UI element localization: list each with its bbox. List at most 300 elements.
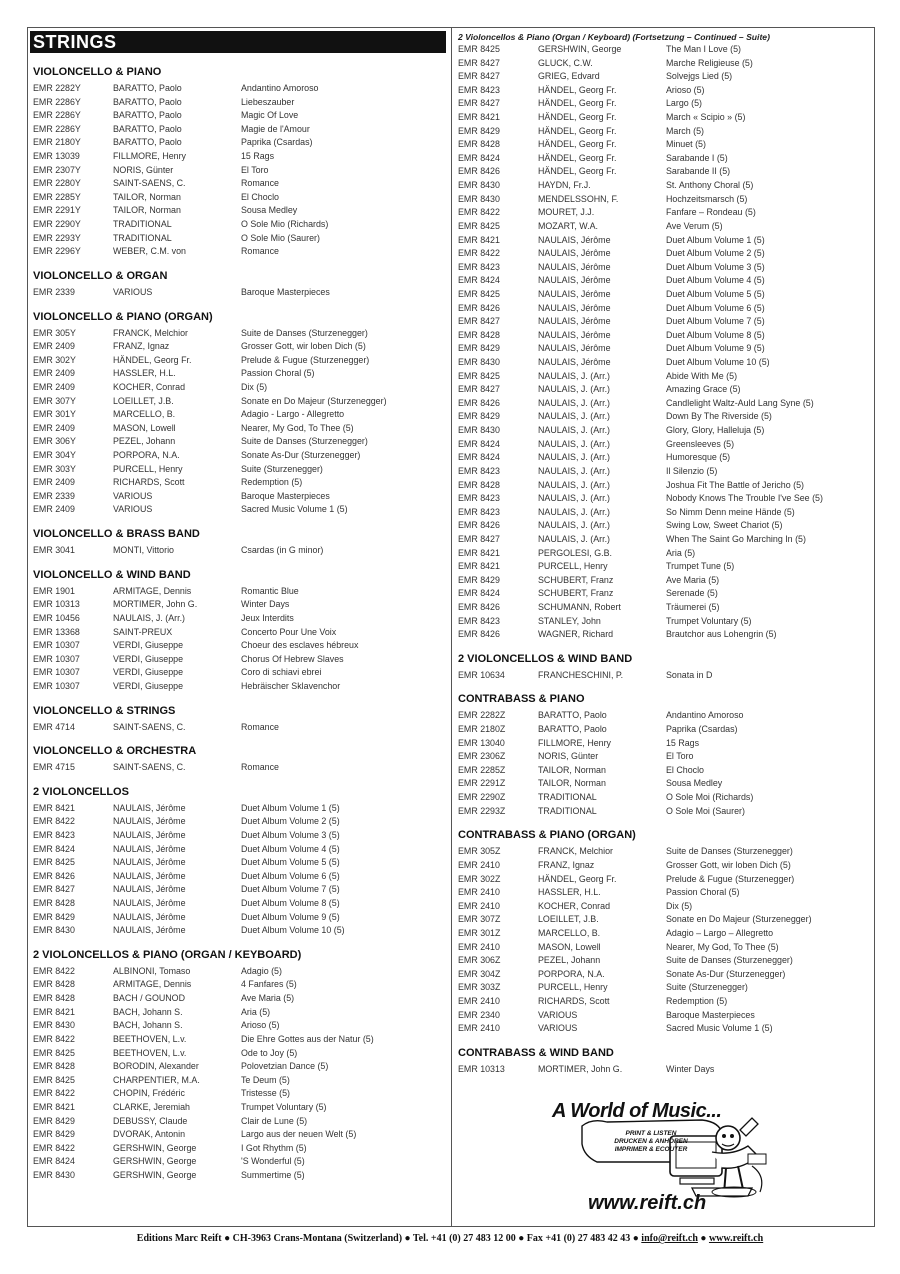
catalog-number: EMR 2409 [33, 368, 75, 379]
catalog-number: EMR 8421 [33, 802, 75, 813]
catalog-entry [33, 924, 443, 938]
catalog-entry [458, 669, 870, 683]
composer: NAULAIS, Jérôme [113, 898, 186, 909]
section-title: 2 VIOLONCELLOS & WIND BAND [458, 652, 633, 665]
composer: WAGNER, Richard [538, 629, 614, 640]
work-title: Duet Album Volume 6 (5) [666, 302, 765, 313]
catalog-entry [458, 777, 870, 791]
catalog-number: EMR 2286Y [33, 123, 81, 134]
catalog-number: EMR 8427 [458, 316, 500, 327]
catalog-entry [33, 463, 443, 477]
work-title: Duet Album Volume 5 (5) [241, 857, 340, 868]
composer: BACH, Johann S. [113, 1020, 183, 1031]
catalog-section [33, 744, 443, 775]
composer: BARATTO, Paolo [113, 137, 182, 148]
catalog-number: EMR 8422 [458, 248, 500, 259]
catalog-entry [458, 615, 870, 629]
composer: NAULAIS, Jérôme [113, 870, 186, 881]
catalog-section [458, 692, 870, 818]
work-title: Dix (5) [666, 900, 693, 911]
composer: ARMITAGE, Dennis [113, 979, 192, 990]
work-title: Duet Album Volume 3 (5) [241, 829, 340, 840]
right-column [458, 31, 870, 1076]
footer-email-link[interactable]: info@reift.ch [641, 1233, 698, 1244]
composer: MORTIMER, John G. [538, 1063, 623, 1074]
catalog-section [33, 568, 443, 694]
composer: TRADITIONAL [538, 805, 597, 816]
catalog-section [458, 652, 870, 683]
catalog-number: EMR 303Z [458, 982, 501, 993]
composer: TAILOR, Norman [538, 764, 606, 775]
work-title: 'S Wonderful (5) [241, 1156, 305, 1167]
work-title: Romance [241, 762, 279, 773]
work-title: Sonate en Do Majeur (Sturzenegger) [241, 395, 387, 406]
catalog-number: EMR 8427 [458, 57, 500, 68]
catalog-entry [458, 97, 870, 111]
work-title: Hochzeitsmarsch (5) [666, 193, 748, 204]
catalog-number: EMR 8421 [33, 1006, 75, 1017]
work-title: Duet Album Volume 7 (5) [666, 316, 765, 327]
catalog-entry [33, 1169, 443, 1183]
catalog-number: EMR 8421 [458, 112, 500, 123]
work-title: March (5) [666, 125, 704, 136]
catalog-number: EMR 8425 [458, 370, 500, 381]
catalog-number: EMR 8426 [33, 870, 75, 881]
catalog-entry [458, 315, 870, 329]
composer: PORPORA, N.A. [113, 450, 180, 461]
catalog-entry [33, 1128, 443, 1142]
composer: NAULAIS, Jérôme [538, 357, 611, 368]
work-title: Ave Maria (5) [666, 574, 720, 585]
composer: HÄNDEL, Georg Fr. [538, 166, 617, 177]
composer: HÄNDEL, Georg Fr. [538, 84, 617, 95]
work-title: Duet Album Volume 3 (5) [666, 261, 765, 272]
footer [0, 1233, 900, 1244]
work-title: Largo (5) [666, 98, 703, 109]
work-title: Suite de Danses (Sturzenegger) [666, 955, 793, 966]
catalog-entry [33, 123, 443, 137]
section-title: CONTRABASS & PIANO [458, 693, 585, 706]
catalog-number: EMR 8430 [458, 425, 500, 436]
catalog-entry [33, 965, 443, 979]
logo-title: A World of Music... [552, 1100, 722, 1122]
catalog-entry [458, 968, 870, 982]
work-title: So Nimm Denn meine Hände (5) [666, 506, 795, 517]
catalog-entry [33, 1115, 443, 1129]
work-title: Magie de l'Amour [241, 123, 310, 134]
work-title: Duet Album Volume 2 (5) [666, 248, 765, 259]
composer: GERSHWIN, George [113, 1156, 197, 1167]
catalog-number: EMR 2339 [33, 286, 75, 297]
work-title: Prelude & Fugue (Sturzenegger) [666, 873, 795, 884]
catalog-entry [458, 750, 870, 764]
catalog-number: EMR 2293Z [458, 805, 506, 816]
catalog-number: EMR 8429 [458, 411, 500, 422]
composer: MARCELLO, B. [113, 409, 176, 420]
catalog-number: EMR 2285Z [458, 764, 506, 775]
work-title: Baroque Masterpieces [241, 286, 330, 297]
work-title: Adagio – Largo – Allegretto [666, 927, 774, 938]
composer: NAULAIS, J. (Arr.) [113, 612, 185, 623]
work-title: Die Ehre Gottes aus der Natur (5) [241, 1033, 374, 1044]
catalog-number: EMR 8426 [458, 302, 500, 313]
composer: FRANCHESCHINI, P. [538, 669, 624, 680]
composer: HASSLER, H.L. [113, 368, 176, 379]
catalog-number: EMR 8423 [33, 829, 75, 840]
catalog-entry [33, 381, 443, 395]
catalog-number: EMR 8423 [458, 465, 500, 476]
composer: MORTIMER, John G. [113, 599, 198, 610]
catalog-entry [33, 856, 443, 870]
catalog-entry [458, 886, 870, 900]
catalog-entry [458, 302, 870, 316]
catalog-number: EMR 2286Y [33, 110, 81, 121]
catalog-entry [33, 286, 443, 300]
composer: SAINT-PREUX [113, 626, 173, 637]
composer: VARIOUS [538, 1023, 578, 1034]
catalog-entry [33, 327, 443, 341]
work-title: El Toro [241, 164, 269, 175]
work-title: Liebeszauber [241, 96, 295, 107]
catalog-entry [33, 367, 443, 381]
catalog-entry [33, 435, 443, 449]
catalog-entry [458, 288, 870, 302]
composer: FRANZ, Ignaz [538, 859, 595, 870]
composer: HÄNDEL, Georg Fr. [113, 354, 192, 365]
catalog-entry [33, 1142, 443, 1156]
composer: ALBINONI, Tomaso [113, 965, 191, 976]
column-divider [451, 27, 452, 1226]
composer: NAULAIS, Jérôme [113, 816, 186, 827]
catalog-section [33, 785, 443, 938]
catalog-number: EMR 4715 [33, 762, 75, 773]
catalog-number: EMR 2280Y [33, 178, 81, 189]
composer: MARCELLO, B. [538, 927, 601, 938]
catalog-entry [33, 1006, 443, 1020]
catalog-entry [458, 165, 870, 179]
composer: BEETHOVEN, L.v. [113, 1047, 187, 1058]
work-title: Sacred Music Volume 1 (5) [666, 1023, 773, 1034]
catalog-entry [458, 560, 870, 574]
catalog-entry [458, 628, 870, 642]
composer: NAULAIS, J. (Arr.) [538, 384, 610, 395]
catalog-section [458, 828, 870, 1036]
strings-banner: STRINGS [30, 31, 446, 53]
work-title: Duet Album Volume 9 (5) [666, 343, 765, 354]
catalog-number: EMR 302Z [458, 873, 501, 884]
catalog-entry [458, 805, 870, 819]
work-title: Redemption (5) [241, 477, 303, 488]
catalog-number: EMR 8422 [33, 1033, 75, 1044]
work-title: Sarabande I (5) [666, 152, 728, 163]
work-title: Passion Choral (5) [666, 887, 740, 898]
work-title: Amazing Grace (5) [666, 384, 741, 395]
catalog-entry [33, 476, 443, 490]
catalog-entry [458, 723, 870, 737]
catalog-entry [458, 329, 870, 343]
work-title: Paprika (Csardas) [241, 137, 313, 148]
catalog-number: EMR 4714 [33, 721, 75, 732]
work-title: Humoresque (5) [666, 452, 731, 463]
catalog-number: EMR 8421 [458, 234, 500, 245]
left-catalog-list [33, 65, 443, 1183]
catalog-entry [458, 234, 870, 248]
composer: NAULAIS, Jérôme [538, 234, 611, 245]
catalog-entry [33, 721, 443, 735]
catalog-number: EMR 8427 [458, 384, 500, 395]
work-title: Solvejgs Lied (5) [666, 71, 733, 82]
work-title: Minuet (5) [666, 139, 706, 150]
work-title: Duet Album Volume 10 (5) [666, 357, 770, 368]
work-title: Candlelight Waltz-Auld Lang Syne (5) [666, 397, 814, 408]
catalog-number: EMR 2306Z [458, 751, 506, 762]
composer: LOEILLET, J.B. [113, 395, 174, 406]
catalog-section [458, 43, 870, 642]
composer: NAULAIS, J. (Arr.) [538, 533, 610, 544]
work-title: Summertime (5) [241, 1170, 305, 1180]
work-title: Arioso (5) [666, 84, 705, 95]
composer: MASON, Lowell [538, 941, 601, 952]
catalog-entry [33, 150, 443, 164]
composer: NAULAIS, J. (Arr.) [538, 425, 610, 436]
composer: RICHARDS, Scott [538, 996, 610, 1006]
catalog-entry [458, 954, 870, 968]
catalog-entry [458, 533, 870, 547]
composer: BACH, Johann S. [113, 1006, 183, 1017]
work-title: Duet Album Volume 1 (5) [241, 802, 340, 813]
catalog-entry [458, 410, 870, 424]
catalog-number: EMR 10313 [33, 599, 80, 610]
work-title: Paprika (Csardas) [666, 724, 738, 735]
composer: FILLMORE, Henry [113, 151, 186, 162]
catalog-entry [33, 422, 443, 436]
catalog-number: EMR 306Y [33, 436, 76, 447]
work-title: 15 Rags [241, 151, 275, 162]
work-title: Il Silenzio (5) [666, 465, 718, 476]
catalog-number: EMR 8422 [33, 1088, 75, 1099]
section-title: VIOLONCELLO & STRINGS [33, 704, 176, 717]
work-title: Concerto Pour Une Voix [241, 626, 337, 637]
catalog-entry [458, 152, 870, 166]
composer: BEETHOVEN, L.v. [113, 1033, 187, 1044]
work-title: Duet Album Volume 6 (5) [241, 870, 340, 881]
composer: LOEILLET, J.B. [538, 914, 599, 925]
work-title: Sousa Medley [666, 778, 723, 789]
work-title: Trumpet Tune (5) [666, 561, 735, 572]
catalog-entry [458, 70, 870, 84]
composer: SCHUBERT, Franz [538, 574, 614, 585]
catalog-number: EMR 2410 [458, 941, 500, 952]
work-title: Winter Days [241, 599, 290, 610]
catalog-number: EMR 8421 [458, 547, 500, 558]
catalog-entry [33, 1074, 443, 1088]
composer: KOCHER, Conrad [538, 900, 611, 911]
work-title: Nobody Knows The Trouble I've See (5) [666, 493, 823, 504]
catalog-number: EMR 8422 [33, 1142, 75, 1153]
catalog-entry [458, 84, 870, 98]
work-title: Csardas (in G minor) [241, 545, 324, 556]
composer: CHARPENTIER, M.A. [113, 1074, 200, 1085]
composer: TRADITIONAL [113, 219, 172, 230]
catalog-entry [33, 164, 443, 178]
work-title: Aria (5) [666, 547, 696, 558]
catalog-number: EMR 2293Y [33, 232, 81, 243]
work-title: Marche Religieuse (5) [666, 57, 753, 68]
catalog-number: EMR 10456 [33, 612, 80, 623]
composer: DVORAK, Antonin [113, 1129, 186, 1140]
work-title: Suite de Danses (Sturzenegger) [241, 436, 368, 447]
catalog-entry [458, 859, 870, 873]
catalog-entry [458, 370, 870, 384]
logo-url[interactable]: www.reift.ch [588, 1192, 707, 1214]
catalog-number: EMR 2291Y [33, 205, 81, 216]
catalog-entry [33, 490, 443, 504]
work-title: Serenade (5) [666, 588, 718, 599]
work-title: Joshua Fit The Battle of Jericho (5) [666, 479, 804, 490]
catalog-entry [33, 843, 443, 857]
catalog-number: EMR 2286Y [33, 96, 81, 107]
composer: BARATTO, Paolo [113, 96, 182, 107]
catalog-number: EMR 2180Y [33, 137, 81, 148]
composer: CLARKE, Jeremiah [113, 1101, 190, 1112]
composer: STANLEY, John [538, 615, 601, 626]
catalog-entry [458, 587, 870, 601]
catalog-number: EMR 8423 [458, 493, 500, 504]
composer: VARIOUS [538, 1009, 578, 1020]
composer: TRADITIONAL [538, 792, 597, 803]
work-title: Redemption (5) [666, 996, 728, 1006]
catalog-entry [33, 897, 443, 911]
catalog-number: EMR 2409 [33, 381, 75, 392]
composer: HÄNDEL, Georg Fr. [538, 98, 617, 109]
work-title: Te Deum (5) [241, 1074, 290, 1085]
catalog-entry [33, 408, 443, 422]
catalog-number: EMR 8426 [458, 601, 500, 612]
composer: VARIOUS [113, 490, 153, 501]
work-title: Nearer, My God, To Thee (5) [241, 422, 354, 433]
work-title: Grosser Gott, wir loben Dich (5) [241, 341, 366, 352]
work-title: Sacred Music Volume 1 (5) [241, 504, 348, 515]
right-catalog-list [458, 43, 870, 1076]
catalog-entry [458, 981, 870, 995]
catalog-number: EMR 8427 [33, 884, 75, 895]
catalog-entry [33, 639, 443, 653]
composer: NAULAIS, J. (Arr.) [538, 493, 610, 504]
reift-logo [552, 1096, 782, 1220]
work-title: Romance [241, 178, 279, 189]
catalog-number: EMR 10634 [458, 669, 505, 680]
work-title: Duet Album Volume 7 (5) [241, 884, 340, 895]
composer: GRIEG, Edvard [538, 71, 600, 82]
footer-contact: Editions Marc Reift ● CH-3963 Crans-Montana (Switzerland) ● Tel. +41 (0) 27 483 12 00 ● Fax +41 (0) 27 483 42 43 ● [136, 1233, 642, 1244]
catalog-entry [458, 397, 870, 411]
catalog-number: EMR 8425 [458, 288, 500, 299]
catalog-entry [33, 911, 443, 925]
work-title: Abide With Me (5) [666, 370, 738, 381]
composer: VERDI, Giuseppe [113, 653, 184, 664]
catalog-entry [33, 354, 443, 368]
catalog-number: EMR 8423 [458, 261, 500, 272]
work-title: Ode to Joy (5) [241, 1047, 298, 1058]
catalog-number: EMR 8430 [33, 1170, 75, 1180]
catalog-entry [458, 764, 870, 778]
composer: BORODIN, Alexander [113, 1061, 199, 1072]
catalog-number: EMR 8425 [458, 44, 500, 54]
catalog-entry [33, 598, 443, 612]
catalog-number: EMR 305Z [458, 846, 501, 857]
work-title: St. Anthony Choral (5) [666, 180, 754, 191]
catalog-entry [458, 492, 870, 506]
composer: NAULAIS, Jérôme [113, 829, 186, 840]
composer: VARIOUS [113, 286, 153, 297]
work-title: Winter Days [666, 1063, 715, 1074]
catalog-number: EMR 8428 [33, 1061, 75, 1072]
catalog-number: EMR 8427 [458, 533, 500, 544]
composer: GLUCK, C.W. [538, 57, 593, 68]
work-title: Suite (Sturzenegger) [241, 463, 323, 474]
catalog-section [33, 948, 443, 1183]
work-title: Passion Choral (5) [241, 368, 315, 379]
section-title: VIOLONCELLO & PIANO [33, 66, 162, 78]
composer: CHOPIN, Frédéric [113, 1088, 185, 1099]
catalog-entry [33, 978, 443, 992]
work-title: Brautchor aus Lohengrin (5) [666, 629, 777, 640]
catalog-number: EMR 8428 [458, 139, 500, 150]
catalog-entry [458, 791, 870, 805]
catalog-number: EMR 8421 [33, 1101, 75, 1112]
catalog-number: EMR 8427 [458, 71, 500, 82]
catalog-entry [458, 506, 870, 520]
work-title: Duet Album Volume 2 (5) [241, 816, 340, 827]
work-title: Sousa Medley [241, 205, 298, 216]
catalog-number: EMR 8422 [458, 207, 500, 218]
catalog-number: EMR 8422 [33, 965, 75, 976]
composer: VERDI, Giuseppe [113, 640, 184, 651]
catalog-entry [458, 356, 870, 370]
catalog-number: EMR 307Y [33, 395, 76, 406]
composer: GERSHWIN, George [538, 44, 622, 54]
work-title: Romance [241, 246, 279, 257]
work-title: O Sole Mio (Richards) [241, 219, 329, 230]
composer: PURCELL, Henry [113, 463, 183, 474]
catalog-entry [458, 574, 870, 588]
work-title: Duet Album Volume 8 (5) [666, 329, 765, 340]
composer: HÄNDEL, Georg Fr. [538, 152, 617, 163]
catalog-entry [458, 927, 870, 941]
catalog-number: EMR 8430 [458, 357, 500, 368]
work-title: Prelude & Fugue (Sturzenegger) [241, 354, 370, 365]
catalog-section [458, 1046, 870, 1077]
catalog-number: EMR 2410 [458, 900, 500, 911]
composer: SCHUMANN, Robert [538, 601, 621, 612]
composer: BARATTO, Paolo [113, 123, 182, 134]
catalog-number: EMR 8423 [458, 84, 500, 95]
work-title: Arioso (5) [241, 1020, 280, 1031]
catalog-number: EMR 2409 [33, 477, 75, 488]
footer-web-link[interactable]: www.reift.ch [708, 1233, 764, 1244]
catalog-number: EMR 8429 [458, 125, 500, 136]
catalog-number: EMR 8430 [33, 1020, 75, 1031]
composer: NAULAIS, Jérôme [538, 329, 611, 340]
catalog-number: EMR 2282Y [33, 83, 81, 93]
catalog-number: EMR 8428 [458, 479, 500, 490]
composer: MOZART, W.A. [538, 220, 598, 231]
composer: NAULAIS, Jérôme [538, 302, 611, 313]
catalog-number: EMR 13368 [33, 626, 80, 637]
composer: FRANCK, Melchior [113, 327, 188, 338]
catalog-number: EMR 2285Y [33, 191, 81, 202]
catalog-entry [33, 829, 443, 843]
